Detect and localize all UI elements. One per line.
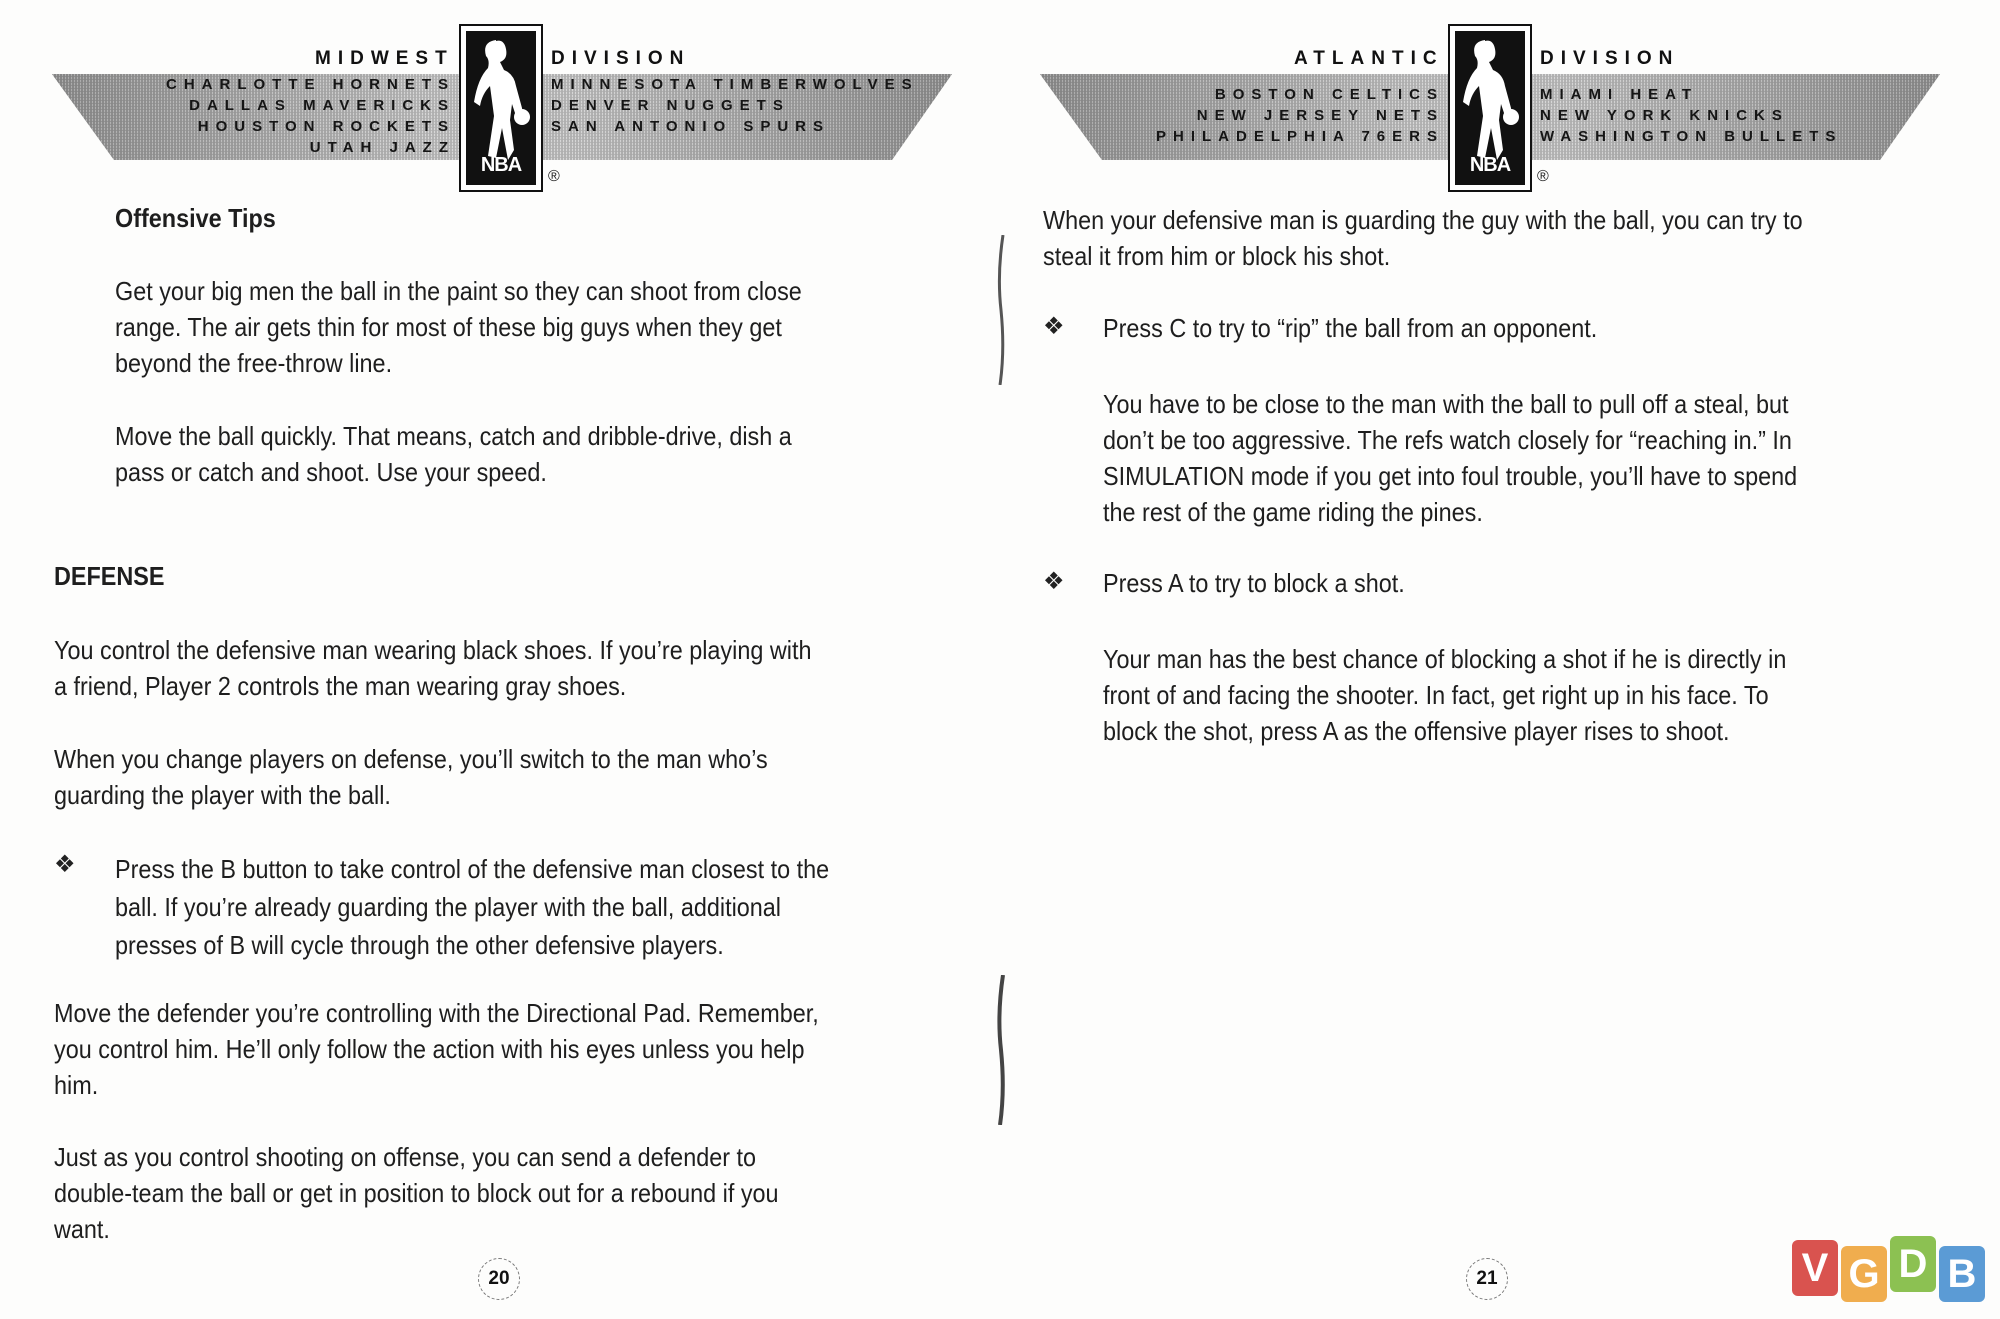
offensive-tip-paragraph [115,418,792,490]
bullet-block: Press A to try to block a shot. [1103,568,1405,598]
page-number: 21 [1466,1258,1508,1300]
text-line: Just as you control shooting on offense, you can send a defender to [54,1142,757,1172]
intro-paragraph [1043,202,1803,274]
text-line: the rest of the game riding the pines. [1103,497,1483,527]
team-name: NEW YORK KNICKS [1540,107,1789,124]
text-line: When your defensive man is guarding the guy with the ball, you can try to [1043,205,1803,235]
text-line: front of and facing the shooter. In fact, get right up in his face. To [1103,680,1769,710]
team-name: CHARLOTTE HORNETS [166,76,455,93]
nba-logo [459,24,543,192]
text-line: pass or catch and shoot. Use your speed. [115,457,547,487]
text-line: presses of B will cycle through the other defensive players. [115,930,724,960]
team-name: PHILADELPHIA 76ERS [1156,128,1444,145]
division-right-title: DIVISION [1540,48,1680,69]
watermark-letter: V [1792,1240,1838,1296]
text-line: want. [54,1214,110,1244]
defense-heading: DEFENSE [54,561,165,591]
bullet-icon: ❖ [1043,313,1065,340]
team-name: BOSTON CELTICS [1214,86,1444,103]
division-left-title: ATLANTIC [1294,48,1444,69]
text-line: Press the B button to take control of the defensive man closest to the [115,854,830,884]
block-detail-paragraph [1103,641,1786,749]
defense-paragraph [54,632,811,704]
text-line: SIMULATION mode if you get into foul trouble, you’ll have to spend [1103,461,1798,491]
text-line: ball. If you’re already guarding the player with the ball, additional [115,892,782,922]
text-line: block the shot, press A as the offensive player rises to shoot. [1103,716,1730,746]
text-line: You control the defensive man wearing black shoes. If you’re playing with [54,635,812,665]
text-line: double-team the ball or get in position to block out for a rebound if you [54,1178,779,1208]
team-name: SAN ANTONIO SPURS [551,118,831,135]
team-name: MIAMI HEAT [1540,86,1699,103]
offensive-tip-paragraph [115,273,802,381]
steal-detail-paragraph [1103,386,1797,530]
registered-mark: ® [548,168,560,185]
bullet-icon: ❖ [54,851,76,878]
division-left-title: MIDWEST [315,48,454,69]
division-teams-left [166,74,455,158]
text-line: a friend, Player 2 controls the man wearing gray shoes. [54,671,627,701]
nba-logo-text: NBA [1469,154,1511,176]
defense-paragraph [54,741,768,813]
text-line: Your man has the best chance of blocking a shot if he is directly in [1103,644,1787,674]
team-name: NEW JERSEY NETS [1196,107,1444,124]
team-name: DENVER NUGGETS [551,97,790,114]
text-line: him. [54,1070,99,1100]
watermark-letter: G [1841,1246,1887,1302]
defense-bullet-text [115,850,829,964]
text-line: you control him. He’ll only follow the action with his eyes unless you help [54,1034,805,1064]
division-teams-right [1540,84,1842,147]
defense-paragraph [54,995,819,1103]
right-page [1000,0,2000,1319]
page-number: 20 [478,1258,520,1300]
team-name: UTAH JAZZ [309,139,455,156]
text-line: Move the defender you’re controlling with the Directional Pad. Remember, [54,998,819,1028]
registered-mark: ® [1537,168,1549,185]
watermark-letter: D [1890,1236,1936,1292]
text-line: beyond the free-throw line. [115,348,393,378]
offensive-tips-heading: Offensive Tips [115,203,276,233]
defense-paragraph [54,1139,779,1247]
division-right-title: DIVISION [551,48,691,69]
text-line: guarding the player with the ball. [54,780,391,810]
text-line: range. The air gets thin for most of these big guys when they get [115,312,782,342]
text-line: don’t be too aggressive. The refs watch closely for “reaching in.” In [1103,425,1792,455]
nba-logo-text: NBA [480,154,522,176]
text-line: Get your big men the ball in the paint so they can shoot from close [115,276,802,306]
division-teams-left [1156,84,1444,147]
team-name: HOUSTON ROCKETS [197,118,455,135]
vgdb-watermark [1792,1232,1992,1308]
division-teams-right [551,74,919,137]
text-line: Move the ball quickly. That means, catch and dribble-drive, dish a [115,421,792,451]
text-line: You have to be close to the man with the ball to pull off a steal, but [1103,389,1789,419]
team-name: MINNESOTA TIMBERWOLVES [551,76,919,93]
team-name: WASHINGTON BULLETS [1540,128,1843,145]
bullet-icon: ❖ [1043,568,1065,595]
text-line: steal it from him or block his shot. [1043,241,1391,271]
text-line: When you change players on defense, you’ll switch to the man who’s [54,744,768,774]
watermark-letter: B [1939,1246,1985,1302]
nba-logo [1448,24,1532,192]
team-name: DALLAS MAVERICKS [189,97,455,114]
bullet-steal: Press C to try to “rip” the ball from an opponent. [1103,313,1598,343]
